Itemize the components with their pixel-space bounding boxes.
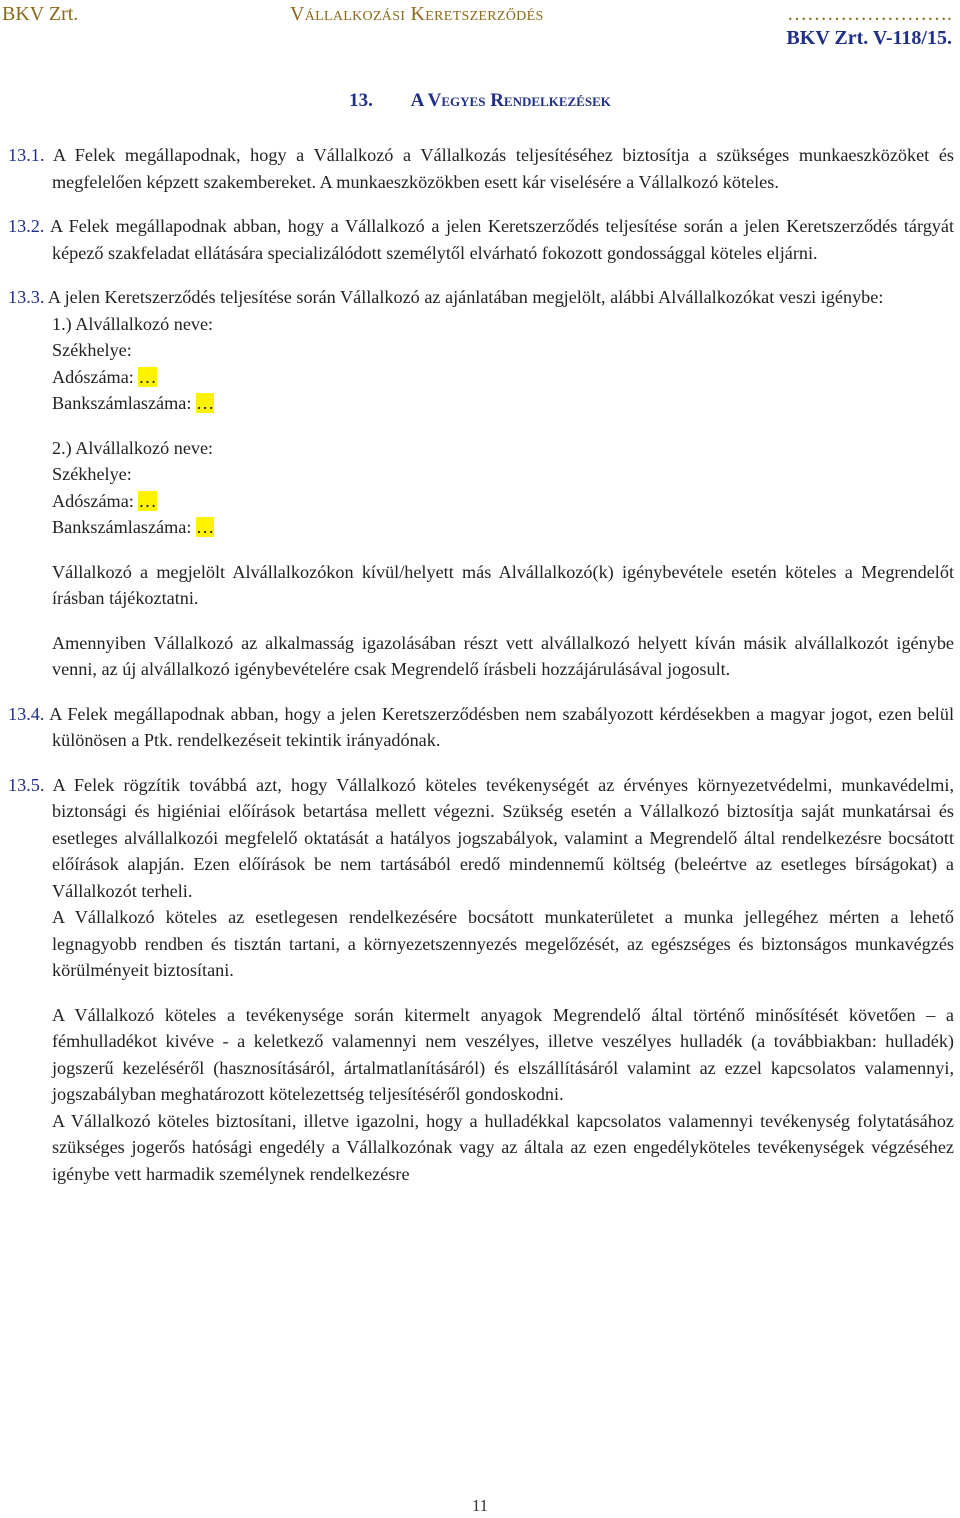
header-dots: ……………………. xyxy=(787,3,952,25)
clause-text: A Felek megállapodnak abban, hogy a jelen Keretszerződésben nem szabályozott kérdésekben a magyar jogot, ezen belül különösen a Ptk. rendelkezéseit tekintik irányadónak. xyxy=(49,703,954,750)
header-reference-number: BKV Zrt. V-118/15. xyxy=(786,27,952,49)
clause-text: A Felek megállapodnak abban, hogy a Vállalkozó a jelen Keretszerződés teljesítése során a jelen Keretszerződés tárgyát képező szakfeladat ellátására specializálódott személytől elvárható fokozott gondossággal köteles eljárni. xyxy=(49,216,955,263)
subcontractor-bank-row xyxy=(8,390,954,417)
bank-account-label: Bankszámlaszáma: xyxy=(52,517,192,537)
header-reference xyxy=(786,2,952,50)
clause-13-3 xyxy=(8,284,954,311)
subcontractor-tax-row xyxy=(8,364,954,391)
clause-13-4 xyxy=(8,701,954,754)
subcontractor-seat-label: Székhelye: xyxy=(52,464,132,484)
clause-number: 13.5. xyxy=(8,774,45,795)
header-company: BKV Zrt. xyxy=(2,3,79,25)
clause-number: 13.2. xyxy=(8,216,45,236)
clause-13-5 xyxy=(8,772,954,905)
tax-number-placeholder: … xyxy=(138,490,157,511)
header-document-title: Vállalkozási Keretszerződés xyxy=(290,3,544,25)
subcontractor-name-label: 1.) Alvállalkozó neve: xyxy=(52,313,214,334)
clause-number: 13.3. xyxy=(8,287,45,307)
clause-13-5-permit: A Vállalkozó köteles biztosítani, illetve igazolni, hogy a hulladékkal kapcsolatos valamennyi tevékenység folytatásához szükséges jogerős hatósági engedély a Vállalkozónak vagy az általa az ezen engedélyköteles tevékenységek végzéséhez igénybe vett harmadik személynek rendelkezésre xyxy=(52,1110,954,1184)
tax-number-label: Adószáma: xyxy=(52,366,134,387)
clause-number: 13.1. xyxy=(8,145,45,165)
page-number: 11 xyxy=(471,1496,489,1515)
clause-13-3-replacement: Amennyiben Vállalkozó az alkalmasság igazolásában részt vett alvállalkozó helyett kíván másik alvállalkozót igénybe venni, az új alvállalkozó igénybevételére csak Megrendelő írásbeli hozzájárulásával jogosult. xyxy=(52,632,954,679)
subcontractor-tax-row xyxy=(8,488,954,515)
section-heading: A Vegyes Rendelkezések xyxy=(410,90,611,111)
subcontractor-name-label: 2.) Alvállalkozó neve: xyxy=(52,437,214,458)
clause-text: A Felek rögzítik továbbá azt, hogy Vállalkozó köteles tevékenységét az érvényes környezetvédelmi, munkavédelmi, biztonsági és higiéniai előírások betartása mellett végezni. Szükség esetén a Vállalkozó biztosítja saját munkatársai és esetleges alvállalkozói megfelelő oktatását a hatályos jogszabályok, valamint a Megrendelő által rendelkezésre bocsátott előírások alapján. Ezen előírások be nem tartásából eredő mindennemű költség (beleértve az esetleges bírságokat) a Vállalkozót terheli. xyxy=(52,774,954,901)
clause-13-5-waste: A Vállalkozó köteles a tevékenysége során kitermelt anyagok Megrendelő által történő minősítését követően – a fémhulladékot kivéve - a keletkező valamennyi nem veszélyes, illetve veszélyes hulladék (a továbbiakban: hulladék) jogszerű kezeléséről (hasznosításáról, ártalmatlanításáról) és elszállításáról valamint az ezzel kapcsolatos valamennyi, jogszabályban meghatározott kötelezettség teljesítéséről gondoskodni. xyxy=(52,1004,954,1104)
bank-account-label: Bankszámlaszáma: xyxy=(52,393,192,413)
document-body xyxy=(8,142,954,1187)
tax-number-placeholder: … xyxy=(138,366,157,387)
clause-13-3-notice: Vállalkozó a megjelölt Alvállalkozókon kívül/helyett más Alvállalkozó(k) igénybevétele esetén köteles a Megrendelőt írásban tájékoztatni. xyxy=(52,561,954,608)
section-title xyxy=(0,90,960,112)
clause-13-5-worksite: A Vállalkozó köteles az esetlegesen rendelkezésére bocsátott munkaterületet a munka jellegéhez mérten a lehető legnagyobb rendben és tisztán tartani, a környezetszennyezés megelőzését, az egészséges és biztonságos munkavégzés körülményeit biztosítani. xyxy=(52,907,954,980)
clause-number: 13.4. xyxy=(8,703,45,724)
clause-text: A Felek megállapodnak, hogy a Vállalkozó a Vállalkozás teljesítéséhez biztosítja a szükséges munkaeszközöket és megfelelően képzett szakembereket. A munkaeszközökben esett kár viselésére a Vállalkozó köteles. xyxy=(52,145,955,192)
bank-account-placeholder: … xyxy=(195,393,215,413)
bank-account-placeholder: … xyxy=(195,517,215,537)
section-number: 13. xyxy=(349,90,373,111)
subcontractor-seat-label: Székhelye: xyxy=(52,340,132,360)
subcontractor-1 xyxy=(8,311,954,417)
subcontractor-bank-row xyxy=(8,514,954,541)
tax-number-label: Adószáma: xyxy=(52,490,134,511)
clause-13-2 xyxy=(8,213,954,266)
clause-text: A jelen Keretszerződés teljesítése során Vállalkozó az ajánlatában megjelölt, alábbi Alvállalkozókat veszi igénybe: xyxy=(47,287,884,307)
clause-13-1 xyxy=(8,142,954,195)
subcontractor-2 xyxy=(8,435,954,541)
